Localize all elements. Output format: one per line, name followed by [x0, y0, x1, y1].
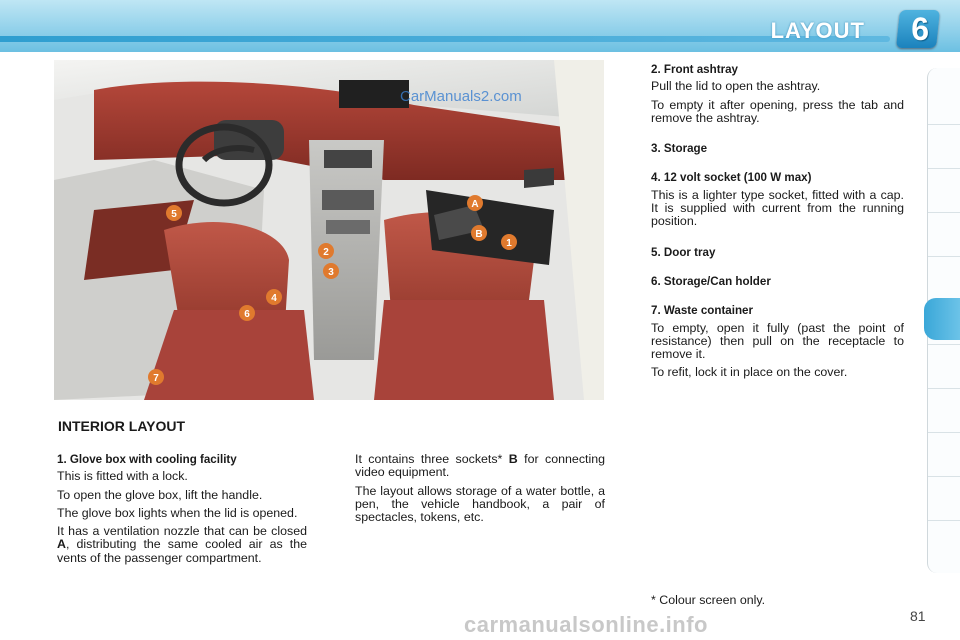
callout-2: 2 — [323, 247, 329, 258]
paragraph: To empty, open it fully (past the point of resistance) then pull on the receptacle to remove it. — [651, 320, 904, 362]
text-column-2 — [355, 453, 605, 529]
item-heading-socket: 4. 12 volt socket (100 W max) — [651, 171, 812, 185]
item-heading-storage: 3. Storage — [651, 142, 708, 156]
chapter-number: 6 — [911, 11, 929, 47]
label-a: A — [57, 537, 66, 552]
paragraph — [57, 525, 307, 565]
paragraph: The layout allows storage of a water bottle, a pen, the vehicle handbook, a pair of spectacles, tokens, etc. — [355, 483, 605, 525]
paragraph: The glove box lights when the lid is opened. — [57, 505, 298, 520]
label-b: B — [508, 452, 518, 466]
page-number: 81 — [910, 608, 926, 624]
item-heading-door-tray: 5. Door tray — [651, 245, 716, 259]
header-band — [0, 0, 960, 52]
text-run: , distributing the same cooled air as the vents of the passenger compartment. — [57, 537, 307, 565]
paragraph: To refit, lock it in place on the cover. — [651, 365, 848, 380]
callout-6: 6 — [244, 309, 250, 320]
callout-4: 4 — [271, 293, 277, 304]
chapter-tab[interactable] — [928, 476, 960, 477]
paragraph: This is a lighter type socket, fitted with a cap. It is supplied with current from the running position. — [651, 187, 904, 229]
callout-7: 7 — [153, 373, 159, 384]
text-column-3 — [651, 63, 904, 385]
callout-b: B — [475, 229, 483, 240]
text-run: It has a ventilation nozzle that can be closed — [57, 524, 307, 539]
chapter-tab[interactable] — [928, 124, 960, 125]
text-column-1 — [57, 453, 307, 570]
item-heading-ashtray: 2. Front ashtray — [651, 63, 738, 76]
section-heading: INTERIOR LAYOUT — [58, 418, 186, 434]
callout-a: A — [471, 199, 479, 210]
paragraph: Pull the lid to open the ashtray. — [651, 79, 821, 94]
paragraph: To empty it after opening, press the tab and remove the ashtray. — [651, 97, 904, 125]
footer-watermark: carmanualsonline.info — [464, 612, 708, 637]
callout-1: 1 — [506, 238, 512, 249]
interior-illustration — [54, 60, 604, 400]
chapter-tab[interactable] — [928, 212, 960, 213]
paragraph — [355, 453, 605, 480]
chapter-tab[interactable] — [928, 168, 960, 169]
header-stripe — [0, 36, 890, 42]
chapter-tab[interactable] — [928, 432, 960, 433]
text-run: for connecting video equipment. — [355, 452, 605, 480]
watermark: CarManuals2.com — [400, 88, 522, 105]
footnote: * Colour screen only. — [651, 593, 766, 607]
chapter-tab[interactable] — [928, 256, 960, 257]
chapter-tab-active[interactable] — [924, 298, 960, 340]
chapter-tab[interactable] — [928, 344, 960, 345]
item-heading-waste: 7. Waste container — [651, 304, 754, 318]
item-heading-can-holder: 6. Storage/Can holder — [651, 274, 771, 288]
chapter-tab[interactable] — [928, 388, 960, 389]
page-title: LAYOUT — [770, 18, 865, 43]
text-run: It contains three sockets* — [355, 452, 509, 466]
callout-3: 3 — [328, 267, 334, 278]
item-heading-glove-box: 1. Glove box with cooling facility — [57, 453, 237, 466]
chapter-tab[interactable] — [928, 520, 960, 521]
callout-5: 5 — [171, 209, 177, 220]
interior-photo — [54, 60, 604, 400]
paragraph: This is fitted with a lock. — [57, 469, 188, 484]
paragraph: To open the glove box, lift the handle. — [57, 487, 263, 502]
